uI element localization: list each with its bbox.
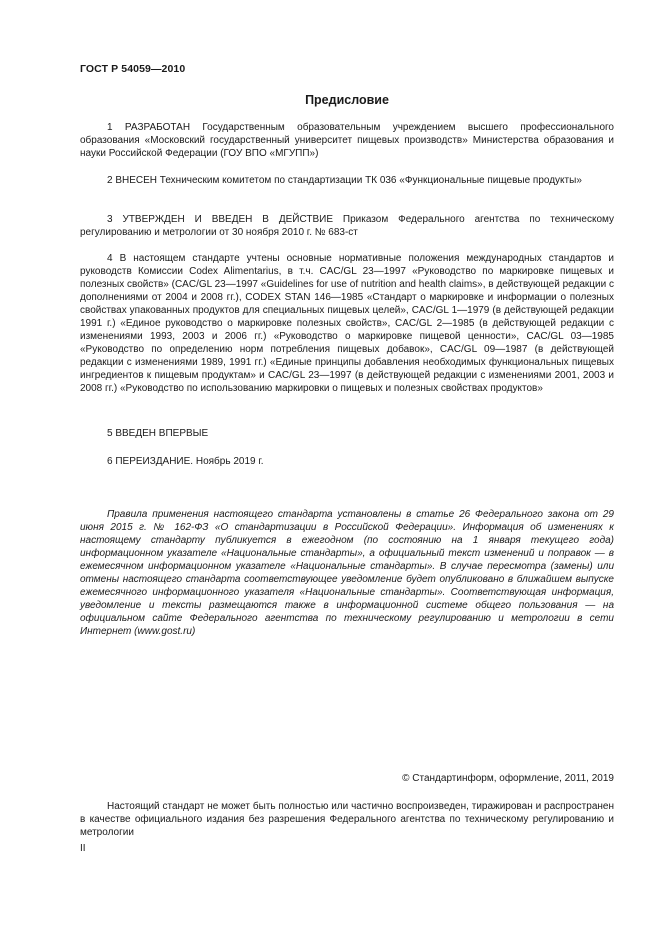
preface-item-4: 4 В настоящем стандарте учтены основные нормативные положения международных стандартов и руководств Комиссии Codex Alimentarius, в т.ч. CAC/GL 23—1997 «Руководство по маркировке пищевых и полезных свойств» (CAC/GL 23—1997 «Guidelines for use of nutrition and health claims», в действующей редакции с дополнениями от 2004 и 2008 гг.), CODEX STAN 146—1985 «Стандарт о маркировке и информации о полезных свойствах упакованных продуктов для специальных пищевых целей», CAC/GL 1—1979 (в действующей редакции 1991 г.) «Единое руководство о маркировке полезных свойств», CAC/GL 2—1985 (в действующей редакции с изменениями 1993, 2003 и 2006 гг.) «Руководство о маркировке пищевой ценности», CAC/GL 03—1985 «Руководство по определению норм потребления пищевых добавок», CAC/GL 09—1987 (в действующей редакции с изменениями 1989, 1991 гг.) «Единые принципы добавления необходимых функциональных пищевых ингредиентов к пищевым продуктам» и CAC/GL 23—1997 (в действующей редакции с изменениями 2001, 2003 и 2008 гг.) «Руководство по использованию маркировки о пищевых и полезных свойствах продуктов» [80, 253, 614, 394]
preface-title: Предисловие [305, 93, 389, 107]
preface-item-6: 6 ПЕРЕИЗДАНИЕ. Ноябрь 2019 г. [107, 456, 264, 467]
preface-item-2: 2 ВНЕСЕН Техническим комитетом по стандартизации ТК 036 «Функциональные пищевые продукты» [107, 175, 582, 186]
reproduction-notice: Настоящий стандарт не может быть полностью или частично воспроизведен, тиражирован и распространен в качестве официального издания без разрешения Федерального агентства по техническому регулированию и метрологии [80, 801, 614, 838]
preface-item-1: 1 РАЗРАБОТАН Государственным образовательным учреждением высшего профессионального образования «Московский государственный университет пищевых производств» Министерства образования и науки Российской Федерации (ГОУ ВПО «МГУПП») [80, 122, 614, 159]
preface-item-5: 5 ВВЕДЕН ВПЕРВЫЕ [107, 428, 209, 439]
copyright-line: © Стандартинформ, оформление, 2011, 2019 [402, 773, 614, 784]
document-code: ГОСТ Р 54059—2010 [80, 63, 186, 75]
page-number: II [80, 843, 86, 854]
preface-item-3: 3 УТВЕРЖДЕН И ВВЕДЕН В ДЕЙСТВИЕ Приказом Федерального агентства по техническому регулированию и метрологии от 30 ноября 2010 г. № 683-ст [80, 214, 614, 238]
application-rules-notice: Правила применения настоящего стандарта установлены в статье 26 Федерального закона от 29 июня 2015 г. № 162-ФЗ «О стандартизации в Российской Федерации». Информация об изменениях к настоящему стандарту публикуется в ежегодном (по состоянию на 1 января текущего года) информационном указателе «Национальные стандарты», а официальный текст изменений и поправок — в ежемесячном информационном указателе «Национальные стандарты». В случае пересмотра (замены) или отмены настоящего стандарта соответствующее уведомление будет опубликовано в ближайшем выпуске ежемесячного информационного указателя «Национальные стандарты». Соответствующая информация, уведомление и тексты размещаются также в информационной системе общего пользования — на официальном сайте Федерального агентства по техническому регулированию и метрологии в сети Интернет (www.gost.ru) [80, 509, 614, 637]
